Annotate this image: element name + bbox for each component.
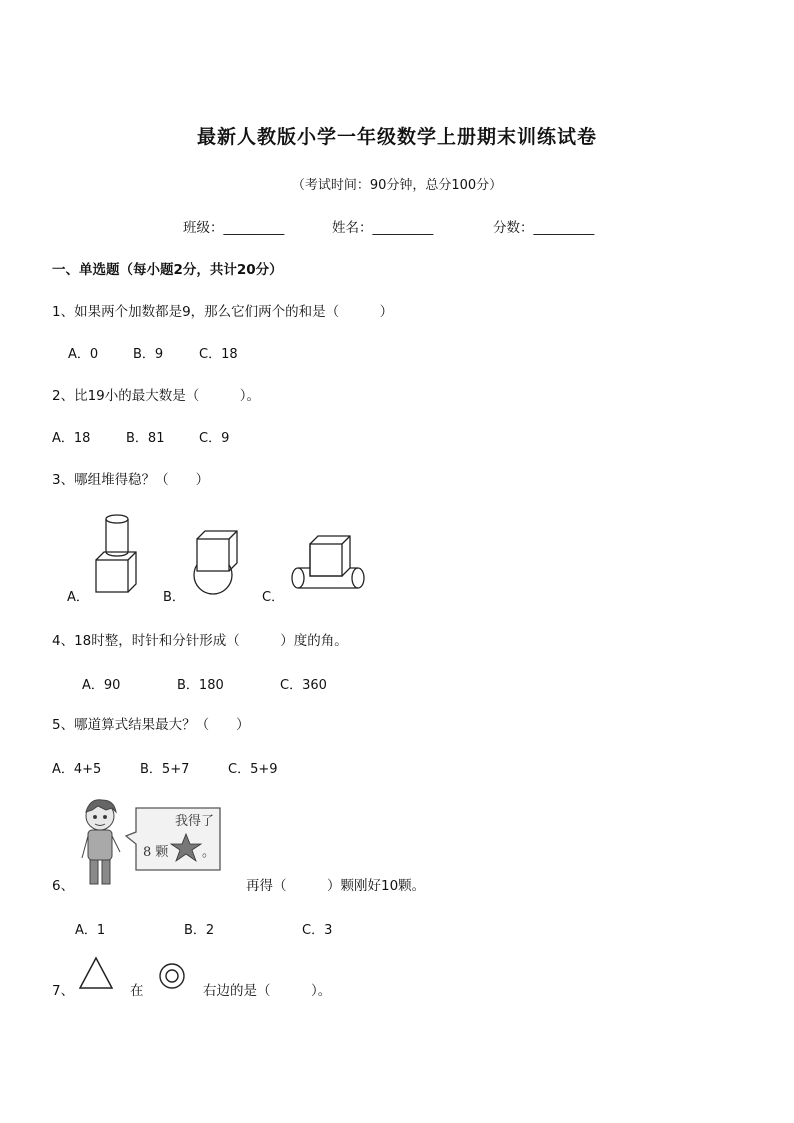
- boy-illustration: [76, 796, 124, 888]
- q4-option-b: B．180: [177, 678, 224, 693]
- score-field: 分数：_________: [493, 220, 595, 236]
- name-field: 姓名：_________: [332, 220, 434, 236]
- q6-option-b: B．2: [184, 923, 215, 938]
- bubble-text-end: 。: [202, 845, 216, 860]
- q2-option-b: B．81: [126, 431, 165, 446]
- question-3: 3、哪组堆得稳？（ ）: [52, 472, 210, 488]
- q6-option-c: C．3: [302, 923, 333, 938]
- q2-option-c: C．9: [199, 431, 230, 446]
- question-6-number: 6、: [52, 878, 75, 894]
- page-title: 最新人教版小学一年级数学上册期末训练试卷: [196, 126, 597, 148]
- section-heading: 一、单选题（每小题2分，共计20分）: [52, 262, 283, 278]
- question-7-number: 7、: [52, 983, 75, 999]
- q5-option-c: C．5+9: [228, 762, 278, 777]
- q4-option-a: A．90: [82, 678, 121, 693]
- bubble-text-line2: 8 颗: [143, 845, 169, 860]
- question-6: 再得（ ）颗刚好10颗。: [246, 878, 426, 894]
- q4-option-c: C．360: [280, 678, 327, 693]
- q2-option-a: A．18: [52, 431, 91, 446]
- question-7-in: 在: [130, 983, 144, 999]
- triangle-icon: [78, 956, 114, 990]
- question-1: 1、如果两个加数都是9，那么它们两个的和是（ ）: [52, 304, 394, 320]
- q5-option-b: B．5+7: [140, 762, 190, 777]
- stack-cylinder-on-cube-figure: [90, 510, 150, 600]
- concentric-circles-icon: [158, 962, 188, 992]
- question-2: 2、比19小的最大数是（ ）。: [52, 388, 261, 404]
- q3-option-a: A．: [67, 590, 89, 605]
- class-field: 班级：_________: [183, 220, 285, 236]
- stack-cube-on-ball-figure: [188, 525, 248, 600]
- stack-cube-on-cylinder-figure: [288, 530, 373, 595]
- question-7: 右边的是（ ）。: [203, 983, 332, 999]
- question-5: 5、哪道算式结果最大？（ ）: [52, 717, 250, 733]
- q5-option-a: A．4+5: [52, 762, 102, 777]
- q3-option-b: B．: [163, 590, 185, 605]
- exam-subtitle: （考试时间：90分钟，总分100分）: [291, 178, 503, 193]
- bubble-text-line1: 我得了: [175, 814, 215, 829]
- q1-option-b: B．9: [133, 347, 164, 362]
- q6-option-a: A．1: [75, 923, 106, 938]
- question-4: 4、18时整，时针和分针形成（ ）度的角。: [52, 633, 348, 649]
- q1-option-c: C．18: [199, 347, 238, 362]
- q1-option-a: A．0: [68, 347, 99, 362]
- q3-option-c: C．: [262, 590, 285, 605]
